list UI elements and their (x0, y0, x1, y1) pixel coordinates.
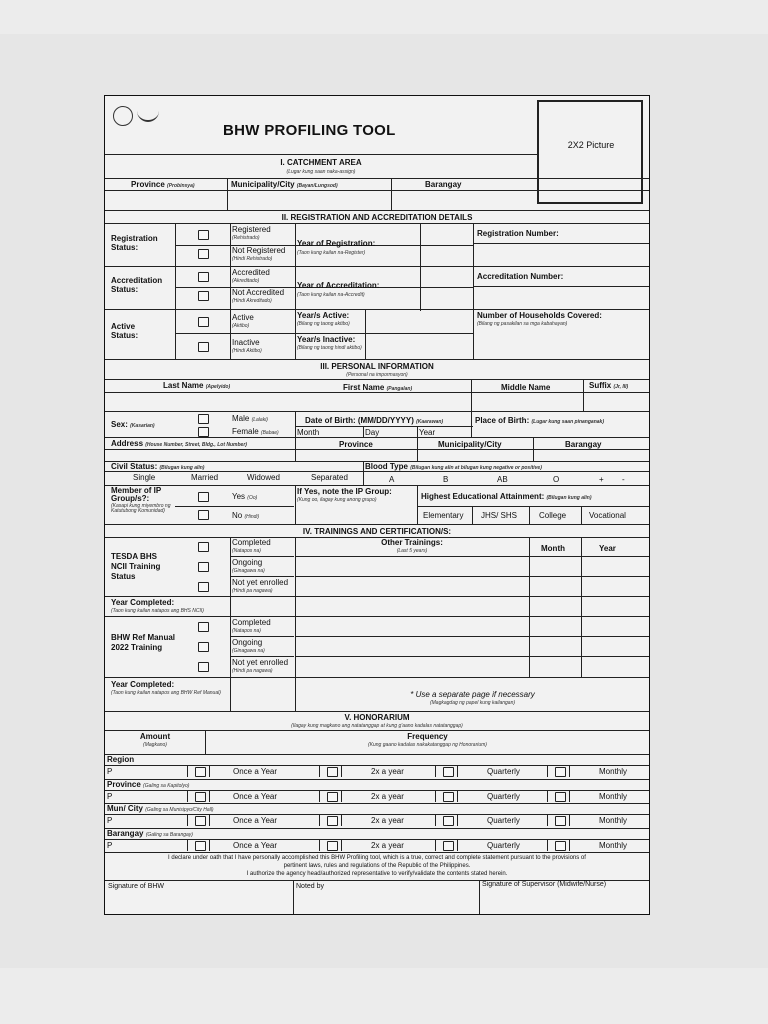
bhw-profiling-form: BHW PROFILING TOOL 2X2 Picture I. CATCHMENT AREA (Lugar kung saan naka-assign) Province (Probinsya) Municipality/City (Bayan/Lungsod) Barangay II. REGISTRATION AND ACCREDITATION DETAILS Registration Status: Registered (Rehistrado) Not Registered (Hindi Rehistrado) Year of Registration: (Taon kung kailan na-Register) Registration Number: Accreditation Status: Accredited (Akreditado) Not Accredited (Hindi Akreditado) Year of Accreditation: (Taon kung kailan na-Accredit) Accreditation Number: Active Status: Active (Aktibo) Inactive (Hindi Aktibo) Year/s Active: (Bilang ng taong aktibo) Year/s Inactive: (Bilang ng taong hindi aktibo) Number of Households Covered: (Bilang ng pasakilan sa mga kabahayan) III. PERSONAL INFORMATION (Personal na impormasyon) Last Name (Apelyido) First Name (Pangalan) Middle Name Suffix (Jr, III) Sex: (Kasarian) Male (Lalaki) Female (Babae) Date of Birth: (MM/DD/YYYY) (Kaarawan) Month Day Year Place of Birth: (Lugar kung saan pinanganak) Address (House Number, Street, Bldg., Lot Number) Province Municipality/City Barangay Civil Status: (Bilugan kung alin) Blood Type (Bilugan kung alin at bilugan kung negative or positive) Single Married Widowed Separated A B AB O + - Member of IP Group/s?: (Kasapi kung miyembro ng Katutubong Komunidad) Yes (Oo) No (Hindi) If Yes, note the IP Group: (Kung oo, ilagay kung anong grupo) Highest Educational Attainment: (Bilugan kung alin) Elementary JHS/ SHS College Vocational IV. TRAININGS AND CERTIFICATION/S: TESDA BHS NCII Training Status Completed (Natapos na) Ongoing (Ginagawa na) Not yet enrolled (Hindi pa nagawa) Other Trainings: (Last 5 years) Month Year Year Completed: (Taon kung kailan natapos ang BHS NCII) BHW Ref Manual 2022 Training Completed (Natapos na) Ongoing (Ginagawa na) Not yet enrolled (Hindi pa nagawa) Year Completed: (Taon kung kailan natapos ang BHW Ref Manual) * Use a separate page if necessary (Magkagdag ng papel kung kailangan) V. HONORARIUM (Ilagay kung magkano ang natatanggap at kung g'aano kadalas natatanggap) Amount (Magkano) Frequency (Kung gaano kadalas nakakatanggap ng Honorarium) Region P Once a Year 2x a year Quarterly Monthly Province (Galing sa Kapitolyo) P Once a Year 2x a year Quarterly Monthly Mun/ City (Galing sa Munisipyo/City Hall) P Once a Year 2x a year Quarterly Monthly Barangay (Galing sa Barangay) P Once a Year 2x a year Quarterly Monthly I declare under oath that I have personally accomplished this BHW Profiling tool, which is a true, correct and complete statement pursuant to the provisions of pertinent laws, rules and regulations of the Republic of the Philippines. I authorize the agency head/authorized representative to verify/validate the contents stated herein. Signature of BHW Noted by Signature of Supervisor (Midwife/Nurse) (104, 95, 650, 915)
active-status-label: Active Status: (111, 322, 139, 340)
tesda-completed-label: Completed (232, 538, 271, 547)
year-registration-label: Year of Registration: (297, 239, 376, 248)
training-month-label: Month (541, 544, 565, 553)
blood-option-positive[interactable]: + (599, 475, 604, 484)
civil-option-widowed[interactable]: Widowed (247, 473, 280, 482)
not-accredited-checkbox[interactable] (198, 291, 209, 301)
honorarium-2-monthly-checkbox[interactable] (555, 816, 566, 826)
other-trainings-label: Other Trainings: (381, 538, 443, 547)
noted-by-label: Noted by (296, 883, 325, 890)
civil-status-label: Civil Status: (Bilugan kung alin) (111, 462, 205, 471)
last-name-label: Last Name (Apelyido) (163, 381, 231, 390)
blood-option-a[interactable]: A (389, 475, 395, 484)
honorarium-1-monthly-checkbox[interactable] (555, 792, 566, 802)
dob-label: Date of Birth: (MM/DD/YYYY) (Kaarawan) (305, 416, 444, 425)
ref-ongoing-label: Ongoing (232, 638, 263, 647)
honorarium-0-quarterly-label: Quarterly (487, 767, 520, 776)
honorarium-peso-2[interactable]: P (107, 816, 113, 825)
ip-member-label: Member of IP Group/s?: (111, 486, 162, 503)
honorarium-1-quarterly-checkbox[interactable] (443, 792, 454, 802)
seal-logo-icon (113, 106, 133, 126)
separate-page-note: * Use a separate page if necessary (410, 690, 535, 699)
honorarium-level-3-label: Barangay (Galing sa Barangay) (107, 828, 193, 838)
registered-label: Registered (232, 225, 271, 234)
tesda-completed-checkbox[interactable] (198, 542, 209, 552)
accreditation-status-label: Accreditation Status: (111, 276, 163, 294)
registration-number-label: Registration Number: (477, 229, 559, 238)
honorarium-0-monthly-label: Monthly (599, 767, 628, 776)
honorarium-peso-0[interactable]: P (107, 767, 113, 776)
catchment-input-row[interactable] (105, 191, 650, 209)
honorarium-3-once-a-year-label: Once a Year (233, 840, 278, 850)
honorarium-1-once-a-year-label: Once a Year (233, 791, 278, 801)
households-label: Number of Households Covered: (477, 311, 602, 320)
honorarium-peso-3[interactable]: P (107, 840, 113, 850)
honorarium-0-2x-a-year-checkbox[interactable] (327, 767, 338, 777)
honorarium-0-monthly-checkbox[interactable] (555, 767, 566, 777)
honorarium-3-once-a-year-checkbox[interactable] (195, 841, 206, 851)
catchment-barangay-label: Barangay (425, 180, 462, 189)
years-inactive-label: Year/s Inactive: (297, 335, 356, 344)
middle-name-label: Middle Name (501, 383, 551, 392)
agency-logo-icon (137, 108, 159, 122)
declaration-line-1: I declare under oath that I have personally accomplished this BHW Profiling tool, which is a true, correct and complete statement pursuant to the provisions of (168, 855, 586, 861)
years-active-label: Year/s Active: (297, 311, 350, 320)
declaration-line-2: pertinent laws, rules and regulations of the Republic of the Philippines. (283, 863, 471, 869)
education-option-college[interactable]: College (539, 511, 567, 520)
honorarium-3-quarterly-label: Quarterly (487, 840, 520, 850)
ip-yes-label: Yes (232, 492, 246, 501)
address-province-label: Province (339, 440, 373, 449)
tesda-ongoing-label: Ongoing (232, 558, 263, 567)
blood-option-ab[interactable]: AB (497, 475, 508, 484)
honorarium-3-2x-a-year-checkbox[interactable] (327, 841, 338, 851)
tesda-not-enrolled-label: Not yet enrolled (232, 578, 289, 587)
honorarium-0-quarterly-checkbox[interactable] (443, 767, 454, 777)
declaration-line-3: I authorize the agency head/authorized representative to verify/validate the contents stated herein. (246, 871, 508, 877)
suffix-label: Suffix (Jr, III) (589, 381, 629, 390)
pob-label: Place of Birth: (Lugar kung saan pinanganak) (475, 416, 604, 425)
if-yes-ip-label: If Yes, note the IP Group: (297, 487, 392, 496)
catchment-province-label: Province (Probinsya) (131, 180, 195, 189)
honorarium-1-2x-a-year-checkbox[interactable] (327, 792, 338, 802)
honorarium-2-once-a-year-label: Once a Year (233, 816, 278, 825)
honorarium-1-2x-a-year-label: 2x a year (371, 791, 404, 801)
photo-box[interactable] (537, 100, 643, 204)
training-year-label: Year (599, 544, 616, 553)
address-barangay-label: Barangay (565, 440, 602, 449)
sex-label: Sex: (Kasarian) (111, 420, 155, 429)
not-registered-label: Not Registered (232, 246, 286, 255)
education-option-jhs-shs[interactable]: JHS/ SHS (481, 511, 518, 520)
section-registration: II. REGISTRATION AND ACCREDITATION DETAILS (281, 213, 473, 222)
honorarium-2-quarterly-label: Quarterly (487, 816, 520, 825)
tesda-not-enrolled-checkbox[interactable] (198, 582, 209, 592)
bhw-ref-manual-label: BHW Ref Manual 2022 Training (111, 633, 175, 652)
dob-day-label: Day (365, 428, 380, 437)
year-accreditation-label: Year of Accreditation: (297, 281, 380, 290)
section-honorarium: V. HONORARIUM (344, 713, 410, 722)
active-label: Active (232, 313, 254, 322)
inactive-checkbox[interactable] (198, 342, 209, 352)
ref-not-enrolled-label: Not yet enrolled (232, 658, 289, 667)
ip-yes-checkbox[interactable] (198, 492, 209, 502)
honorarium-2-once-a-year-checkbox[interactable] (195, 816, 206, 826)
honorarium-2-2x-a-year-label: 2x a year (371, 816, 404, 825)
signature-bhw-field[interactable] (105, 891, 293, 913)
blood-option-b[interactable]: B (443, 475, 449, 484)
honorarium-3-2x-a-year-label: 2x a year (371, 840, 404, 850)
noted-by-field[interactable] (294, 891, 479, 913)
honorarium-0-2x-a-year-label: 2x a year (371, 767, 404, 776)
dob-year-label: Year (419, 428, 436, 437)
blood-option-negative[interactable]: - (622, 475, 625, 484)
female-label: Female (232, 427, 259, 436)
section-catchment-sub: (Lugar kung saan naka-assign) (286, 169, 356, 175)
honorarium-0-once-a-year-label: Once a Year (233, 767, 278, 776)
active-checkbox[interactable] (198, 317, 209, 327)
registration-status-label: Registration Status: (111, 234, 158, 252)
not-registered-checkbox[interactable] (198, 249, 209, 259)
honorarium-3-monthly-label: Monthly (599, 840, 628, 850)
not-accredited-label: Not Accredited (232, 288, 285, 297)
accreditation-number-label: Accreditation Number: (477, 272, 564, 281)
tesda-year-completed-label: Year Completed: (111, 598, 175, 607)
honorarium-2-monthly-label: Monthly (599, 816, 628, 825)
signature-bhw-label: Signature of BHW (108, 883, 165, 890)
ip-no-checkbox[interactable] (198, 510, 209, 520)
address-label: Address (House Number, Street, Bldg., Lot Number) (111, 439, 247, 448)
blood-type-label: Blood Type (Bilugan kung alin at bilugan kung negative or positive) (365, 462, 542, 471)
blood-option-o[interactable]: O (553, 475, 560, 484)
section-trainings: IV. TRAININGS AND CERTIFICATION/S: (302, 527, 452, 536)
civil-option-married[interactable]: Married (191, 473, 219, 482)
honorarium-3-quarterly-checkbox[interactable] (443, 841, 454, 851)
honorarium-level-2-label: Mun/ City (Galing sa Munisipyo/City Hall) (107, 804, 214, 813)
ref-ongoing-checkbox[interactable] (198, 642, 209, 652)
catchment-municipality-label: Municipality/City (Bayan/Lungsod) (231, 180, 338, 189)
civil-option-single[interactable]: Single (133, 473, 156, 482)
signature-supervisor-field[interactable] (480, 891, 650, 913)
ref-completed-checkbox[interactable] (198, 622, 209, 632)
first-name-label: First Name (Pangalan) (343, 383, 413, 392)
honorarium-2-quarterly-checkbox[interactable] (443, 816, 454, 826)
signature-supervisor-label: Signature of Supervisor (Midwife/Nurse) (482, 881, 607, 888)
photo-label: 2X2 Picture (567, 140, 615, 150)
male-label: Male (232, 414, 250, 423)
ref-not-enrolled-checkbox[interactable] (198, 662, 209, 672)
honorarium-level-1-label: Province (Galing sa Kapitolyo) (107, 779, 190, 789)
honorarium-0-once-a-year-checkbox[interactable] (195, 767, 206, 777)
honorarium-peso-1[interactable]: P (107, 791, 113, 801)
tesda-ongoing-checkbox[interactable] (198, 562, 209, 572)
tesda-training-label: TESDA BHS NCII Training Status (111, 552, 161, 581)
inactive-label: Inactive (232, 338, 260, 347)
ip-no-label: No (232, 511, 243, 520)
honorarium-3-monthly-checkbox[interactable] (555, 841, 566, 851)
education-option-elementary[interactable]: Elementary (423, 511, 464, 520)
amount-label: Amount (139, 732, 171, 741)
ref-year-completed-label: Year Completed: (111, 680, 175, 689)
registered-checkbox[interactable] (198, 230, 209, 240)
education-option-vocational[interactable]: Vocational (589, 511, 626, 520)
accredited-checkbox[interactable] (198, 272, 209, 282)
dob-month-label: Month (297, 428, 320, 437)
ref-completed-label: Completed (232, 618, 271, 627)
form-title: BHW PROFILING TOOL (223, 122, 396, 139)
male-checkbox[interactable] (198, 414, 209, 424)
civil-option-separated[interactable]: Separated (311, 473, 348, 482)
education-label: Highest Educational Attainment: (Bilugan kung alin) (421, 492, 592, 501)
honorarium-1-quarterly-label: Quarterly (487, 791, 520, 801)
honorarium-1-once-a-year-checkbox[interactable] (195, 792, 206, 802)
honorarium-level-0-label: Region (107, 755, 135, 764)
honorarium-1-monthly-label: Monthly (599, 791, 628, 801)
section-personal: III. PERSONAL INFORMATION (320, 362, 434, 371)
honorarium-2-2x-a-year-checkbox[interactable] (327, 816, 338, 826)
section-catchment: I. CATCHMENT AREA (280, 158, 362, 167)
accredited-label: Accredited (232, 268, 270, 277)
frequency-label: Frequency (407, 732, 448, 741)
address-municipality-label: Municipality/City (438, 440, 502, 449)
female-checkbox[interactable] (198, 427, 209, 437)
